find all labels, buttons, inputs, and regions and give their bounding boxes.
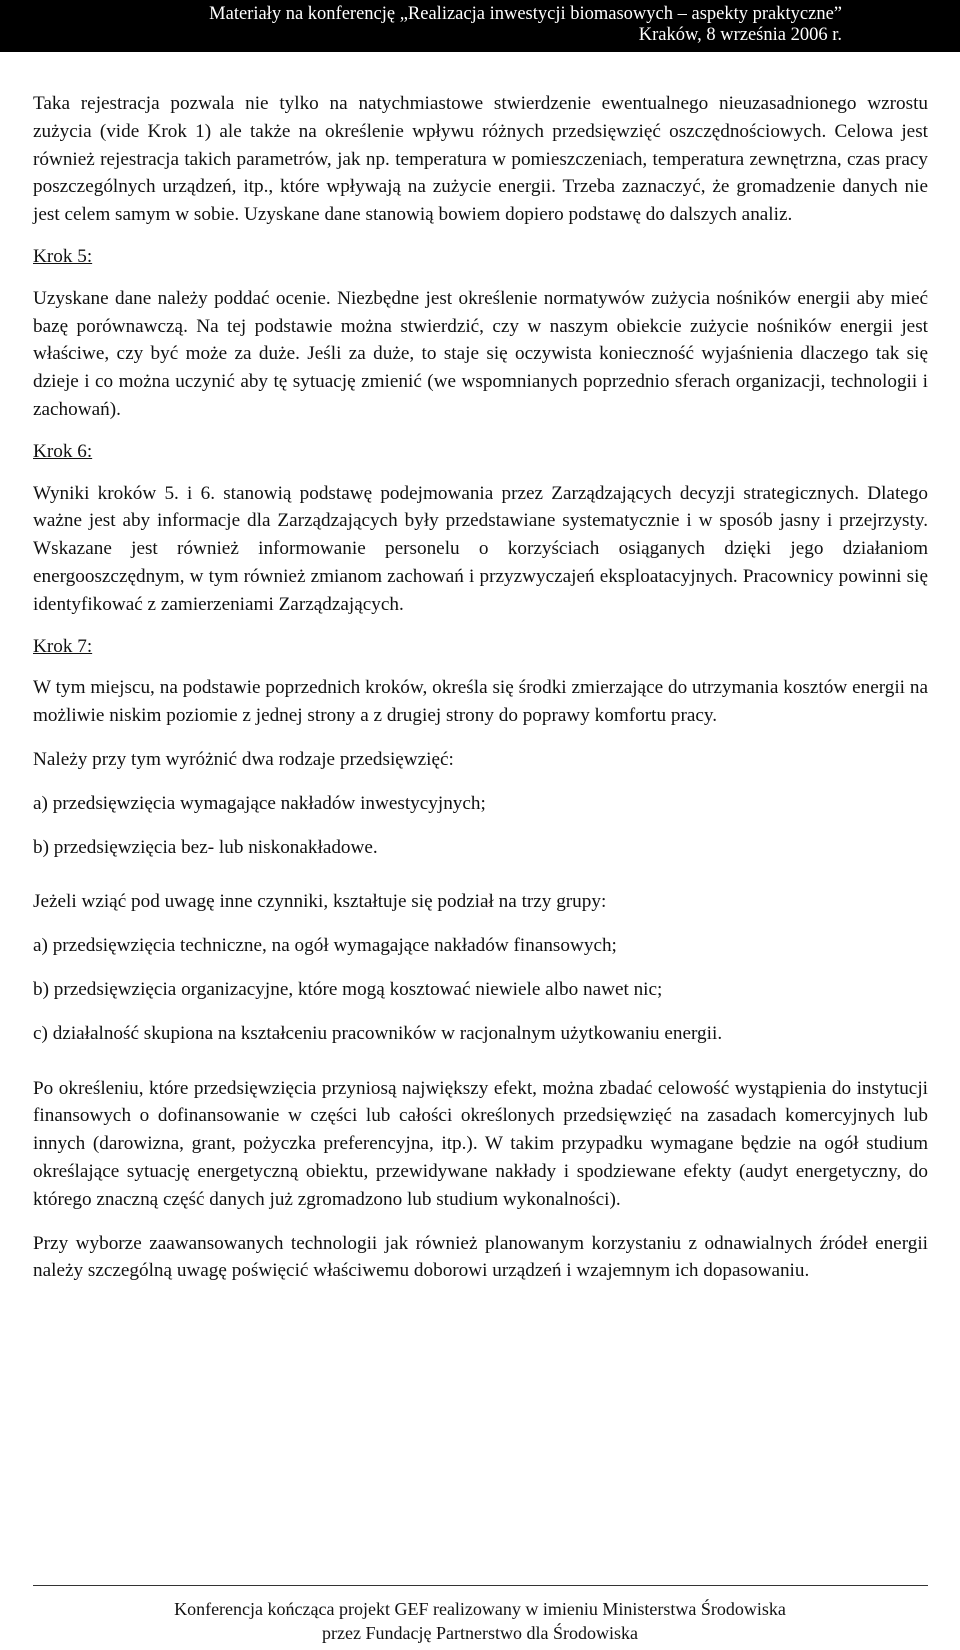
heading-krok-7: Krok 7: (33, 635, 93, 657)
list-item-organizational: b) przedsięwzięcia organizacyjne, które mogą kosztować niewiele albo nawet nic; (33, 978, 663, 1000)
footer-line-2: przez Fundację Partnerstwo dla Środowiska (322, 1623, 638, 1643)
paragraph-three-groups: Jeżeli wziąć pod uwagę inne czynniki, kształtuje się podział na trzy grupy: (33, 891, 607, 913)
header-date: Kraków, 8 września 2006 r. (638, 25, 842, 45)
heading-krok-6: Krok 6: (33, 440, 93, 462)
list-item-investment: a) przedsięwzięcia wymagające nakładów inwestycyjnych; (33, 792, 486, 814)
paragraph-registration: Taka rejestracja pozwala nie tylko na natychmiastowe stwierdzenie ewentualnego nieuzasadnionego wzrostu zużycia (vide Krok 1) ale także na określenie wpływu różnych przedsięwzięć oszczędnościowych. Celowa jest również rejestracja takich parametrów, jak np. temperatura w pomieszczeniach, temperatura zewnętrzna, czas pracy poszczególnych urządzeń, itp., które wpływają na zużycie energii. Trzeba zaznaczyć, że gromadzenie danych nie jest celem samym w sobie. Uzyskane dane stanowią bowiem dopiero podstawę do dalszych analiz. (33, 93, 928, 226)
paragraph-krok-5: Uzyskane dane należy poddać ocenie. Niezbędne jest określenie normatywów zużycia nośników energii aby mieć bazę porównawczą. Na tej podstawie można stwierdzić, czy w naszym obiekcie zużycie nośników energii jest właściwe, czy być może za duże. Jeśli za duże, to staje się oczywista konieczność wyjaśnienia dlaczego tak się dzieje i co można uczynić aby tę sytuację zmienić (we wspomnianych poprzednio sferach organizacji, technologii i zachowań). (33, 287, 928, 420)
paragraph-two-types: Należy przy tym wyróżnić dwa rodzaje przedsięwzięć: (33, 748, 454, 770)
list-item-low-cost: b) przedsięwzięcia bez- lub niskonakładowe. (33, 836, 378, 858)
page-footer (0, 1597, 960, 1645)
footer-line-1: Konferencja kończąca projekt GEF realizowany w imieniu Ministerstwa Środowiska (174, 1599, 786, 1619)
paragraph-krok-7: W tym miejscu, na podstawie poprzednich kroków, określa się środki zmierzające do utrzymania kosztów energii na możliwie niskim poziomie z jednej strony a z drugiej strony do poprawy komfortu pracy. (33, 677, 928, 727)
list-item-technical: a) przedsięwzięcia techniczne, na ogół wymagające nakładów finansowych; (33, 935, 617, 957)
paragraph-financing: Po określeniu, które przedsięwzięcia przyniosą największy efekt, można zbadać celowość wystąpienia do instytucji finansowych o dofinansowanie w części lub całości określonych przedsięwzięć na zasadach komercyjnych lub innych (darowizna, grant, pożyczka preferencyjna, itp.). W takim przypadku wymagane będzie na ogół studium określające sytuację energetyczną obiektu, przewidywane nakłady i spodziewane efekty (audyt energetyczny, do którego znaczną część danych już zgromadzono lub studium wykonalności). (33, 1077, 928, 1210)
heading-krok-5: Krok 5: (33, 245, 93, 267)
header-conference-title: Materiały na konferencję „Realizacja inwestycji biomasowych – aspekty praktyczne” (209, 4, 842, 24)
footer-divider (33, 1585, 928, 1586)
page-header (0, 0, 960, 52)
document-body (33, 90, 928, 1285)
paragraph-krok-6: Wyniki kroków 5. i 6. stanowią podstawę podejmowania przez Zarządzających decyzji strategicznych. Dlatego ważne jest aby informacje dla Zarządzających były przedstawiane systematycznie i w sposób jasny i przejrzysty. Wskazane jest również informowanie personelu o korzyściach osiąganych dzięki jego działaniom energooszczędnym, w tym również zmianom zachowań i przyzwyczajeń eksploatacyjnych. Pracownicy powinni się identyfikować z zamierzeniami Zarządzających. (33, 482, 928, 615)
paragraph-technologies: Przy wyborze zaawansowanych technologii jak również planowanym korzystaniu z odnawialnych źródeł energii należy szczególną uwagę poświęcić właściwemu doborowi urządzeń i wzajemnym ich dopasowaniu. (33, 1232, 928, 1282)
list-item-training: c) działalność skupiona na kształceniu pracowników w racjonalnym użytkowaniu energii. (33, 1022, 723, 1044)
